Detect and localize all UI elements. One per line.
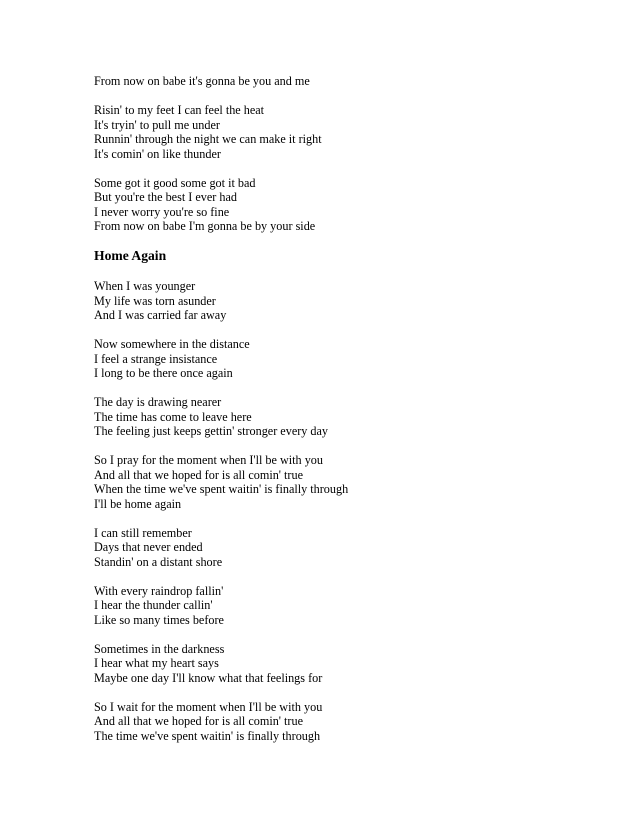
lyric-line: I hear what my heart says — [94, 656, 219, 670]
lyric-line: Maybe one day I'll know what that feelings for — [94, 670, 323, 685]
lyric-line: And all that we hoped for is all comin' true — [94, 467, 303, 482]
lyric-line: My life was torn asunder — [94, 293, 216, 308]
lyric-line: Days that never ended — [94, 540, 203, 554]
lyric-line: I never worry you're so fine — [94, 204, 230, 219]
lyric-line: It's comin' on like thunder — [94, 146, 221, 161]
lyrics-page — [94, 74, 614, 758]
stanza — [94, 103, 614, 161]
lyric-line: And all that we hoped for is all comin' true — [94, 714, 303, 728]
stanza — [94, 279, 614, 323]
lyric-line: I hear the thunder callin' — [94, 598, 213, 612]
song-title: Home Again — [94, 248, 167, 263]
lyrics-section-home-again — [94, 279, 614, 743]
lyric-line: The feeling just keeps gettin' stronger every day — [94, 424, 329, 438]
stanza — [94, 74, 614, 89]
stanza — [94, 453, 614, 511]
lyrics-section-previous-song — [94, 74, 614, 234]
lyric-line: When I was younger — [94, 279, 196, 293]
stanza — [94, 395, 614, 439]
lyric-line: And I was carried far away — [94, 308, 227, 322]
stanza — [94, 700, 614, 744]
lyric-line: Standin' on a distant shore — [94, 554, 223, 569]
lyric-line: I can still remember — [94, 525, 192, 540]
lyric-line: Now somewhere in the distance — [94, 337, 250, 351]
lyric-line: When the time we've spent waitin' is finally through — [94, 482, 349, 496]
stanza — [94, 176, 614, 234]
stanza — [94, 526, 614, 570]
lyric-line: I long to be there once again — [94, 366, 233, 380]
lyric-line: So I wait for the moment when I'll be with you — [94, 699, 323, 714]
lyric-line: The time we've spent waitin' is finally through — [94, 728, 321, 743]
lyric-line: I'll be home again — [94, 496, 182, 511]
lyric-line: So I pray for the moment when I'll be with you — [94, 453, 323, 467]
lyric-line: Runnin' through the night we can make it right — [94, 132, 322, 146]
lyric-line: From now on babe it's gonna be you and me — [94, 74, 310, 88]
lyric-line: From now on babe I'm gonna be by your side — [94, 219, 316, 233]
stanza — [94, 584, 614, 628]
lyric-line: The time has come to leave here — [94, 409, 252, 424]
lyric-line: With every raindrop fallin' — [94, 583, 224, 598]
stanza — [94, 642, 614, 686]
lyric-line: It's tryin' to pull me under — [94, 117, 220, 132]
lyric-line: I feel a strange insistance — [94, 351, 218, 366]
lyric-line: Some got it good some got it bad — [94, 175, 256, 190]
lyric-line: Sometimes in the darkness — [94, 641, 225, 656]
lyric-line: Like so many times before — [94, 612, 224, 627]
lyric-line: Risin' to my feet I can feel the heat — [94, 103, 265, 117]
stanza — [94, 337, 614, 381]
lyric-line: But you're the best I ever had — [94, 190, 237, 204]
lyric-line: The day is drawing nearer — [94, 395, 222, 409]
